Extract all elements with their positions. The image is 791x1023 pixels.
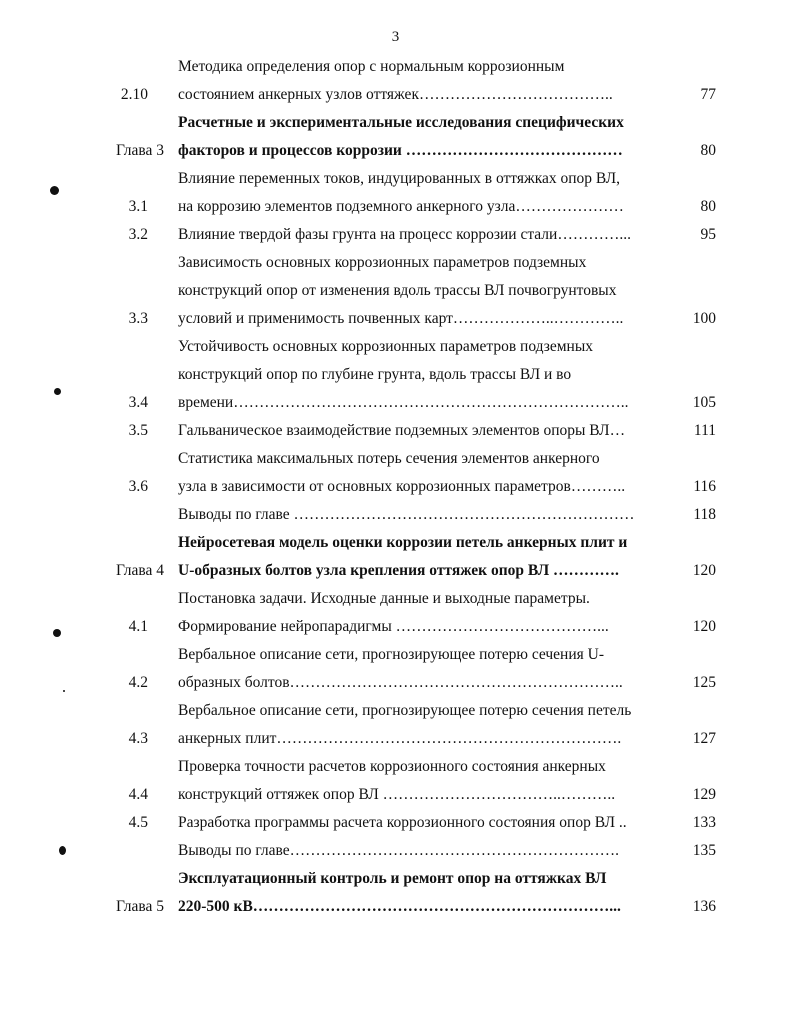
toc-entry	[0, 53, 791, 109]
toc-entry-title-line: Расчетные и экспериментальные исследования специфических	[178, 114, 624, 131]
toc-entry	[0, 529, 791, 585]
toc-entry-title-line: анкерных плит………………………………………………………….	[178, 730, 622, 747]
toc-entry-page: 120	[692, 562, 716, 579]
toc-entry-title-line: факторов и процессов коррозии ……………………………………	[178, 142, 623, 159]
toc-entry-number: Глава 4	[115, 562, 164, 579]
toc-entry-title-line: Выводы по главе …………………………………………………………	[178, 506, 635, 523]
scan-mark	[54, 388, 61, 395]
toc-entry	[0, 165, 791, 221]
toc-entry-title-line: Зависимость основных коррозионных параметров подземных	[178, 254, 587, 271]
toc-entry-title-line: времени…………………………………………………………………..	[178, 394, 629, 411]
toc-entry-title-line: Устойчивость основных коррозионных параметров подземных	[178, 338, 593, 355]
toc-entry-title-line: на коррозию элементов подземного анкерного узла…………………	[178, 198, 624, 215]
toc-entry-number: 3.3	[128, 310, 148, 327]
toc-entry-title-line: условий и применимость почвенных карт………………..…………..	[178, 310, 624, 327]
toc-entry-title	[178, 529, 656, 585]
toc-entry-number: 3.6	[128, 478, 148, 495]
toc-entry-title	[178, 585, 656, 641]
toc-entry-page: 118	[693, 506, 716, 523]
toc-entry-page: 80	[700, 198, 716, 215]
toc-entry-title	[178, 249, 656, 333]
table-of-contents	[0, 53, 791, 921]
toc-entry-number: Глава 3	[115, 142, 164, 159]
toc-entry-title	[178, 53, 656, 109]
toc-entry	[0, 697, 791, 753]
toc-entry-number: 4.1	[128, 618, 148, 635]
toc-entry-number: 3.4	[128, 394, 148, 411]
toc-entry	[0, 865, 791, 921]
toc-entry-title	[178, 809, 656, 837]
toc-entry-title-line: Влияние твердой фазы грунта на процесс коррозии стали…………...	[178, 226, 631, 243]
toc-entry-title-line: узла в зависимости от основных коррозионных параметров………..	[178, 478, 626, 495]
toc-entry-title	[178, 165, 656, 221]
toc-entry-title-line: Формирование нейропарадигмы …………………………………...	[178, 618, 609, 635]
toc-entry-title-line: Гальваническое взаимодействие подземных элементов опоры ВЛ…	[178, 422, 626, 439]
toc-entry-title	[178, 753, 656, 809]
toc-entry-title	[178, 501, 656, 529]
toc-entry	[0, 221, 791, 249]
toc-entry-page: 77	[700, 86, 716, 103]
scan-mark	[59, 846, 66, 855]
toc-entry-title	[178, 641, 656, 697]
toc-entry	[0, 837, 791, 865]
toc-entry-page: 135	[692, 842, 716, 859]
toc-entry-title-line: образных болтов………………………………………………………..	[178, 674, 623, 691]
toc-entry-page: 111	[693, 422, 716, 439]
toc-entry-title-line: Постановка задачи. Исходные данные и выходные параметры.	[178, 590, 590, 607]
toc-entry-title-line: Эксплуатационный контроль и ремонт опор на оттяжках ВЛ	[178, 870, 607, 887]
toc-entry	[0, 445, 791, 501]
toc-entry	[0, 501, 791, 529]
toc-entry	[0, 249, 791, 333]
toc-entry-page: 120	[692, 618, 716, 635]
toc-entry-number: 4.3	[128, 730, 148, 747]
toc-entry-number: Глава 5	[115, 898, 164, 915]
toc-entry-number: 4.4	[128, 786, 148, 803]
toc-entry	[0, 809, 791, 837]
toc-entry-title	[178, 837, 656, 865]
toc-entry-number: 3.1	[128, 198, 148, 215]
toc-entry-title-line: Вербальное описание сети, прогнозирующее потерю сечения U-	[178, 646, 605, 663]
toc-entry-title-line: конструкций оттяжек опор ВЛ ……………………………..………..	[178, 786, 616, 803]
toc-entry-title-line: состоянием анкерных узлов оттяжек………………………………..	[178, 86, 613, 103]
toc-entry-number: 4.5	[128, 814, 148, 831]
scan-mark	[63, 690, 65, 692]
toc-entry	[0, 417, 791, 445]
toc-entry-title-line: Разработка программы расчета коррозионного состояния опор ВЛ ..	[178, 814, 627, 831]
toc-entry-title-line: Нейросетевая модель оценки коррозии петель анкерных плит и	[178, 534, 628, 551]
toc-entry-number: 2.10	[120, 86, 148, 103]
toc-entry-title-line: Выводы по главе……………………………………………………….	[178, 842, 620, 859]
toc-entry-page: 95	[700, 226, 716, 243]
toc-entry	[0, 753, 791, 809]
toc-entry-page: 125	[692, 674, 716, 691]
toc-entry-title	[178, 109, 656, 165]
toc-entry-number: 3.2	[128, 226, 148, 243]
toc-entry-page: 116	[693, 478, 716, 495]
toc-entry	[0, 333, 791, 417]
toc-entry-number: 3.5	[128, 422, 148, 439]
toc-entry-title	[178, 445, 656, 501]
toc-entry	[0, 641, 791, 697]
toc-entry-title	[178, 333, 656, 417]
toc-entry-page: 127	[692, 730, 716, 747]
toc-entry-page: 129	[692, 786, 716, 803]
toc-entry-page: 80	[700, 142, 716, 159]
page-number: 3	[391, 29, 400, 45]
toc-entry	[0, 585, 791, 641]
toc-entry-title-line: 220-500 кВ……………………………………………………………...	[178, 898, 621, 915]
toc-entry-title	[178, 417, 656, 445]
toc-entry-title-line: конструкций опор по глубине грунта, вдоль трассы ВЛ и во	[178, 366, 572, 383]
toc-entry-title-line: Проверка точности расчетов коррозионного состояния анкерных	[178, 758, 606, 775]
toc-entry-page: 133	[692, 814, 716, 831]
toc-entry-title-line: Статистика максимальных потерь сечения элементов анкерного	[178, 450, 600, 467]
toc-entry-title-line: конструкций опор от изменения вдоль трассы ВЛ почвогрунтовых	[178, 282, 617, 299]
toc-entry-title-line: Вербальное описание сети, прогнозирующее потерю сечения петель	[178, 702, 632, 719]
scan-mark	[53, 629, 61, 637]
toc-entry-title-line: U-образных болтов узла крепления оттяжек опор ВЛ ………….	[178, 562, 619, 579]
toc-entry-title	[178, 221, 656, 249]
toc-entry-page: 136	[692, 898, 716, 915]
toc-entry-page: 105	[692, 394, 716, 411]
toc-entry-title-line: Методика определения опор с нормальным коррозионным	[178, 58, 565, 75]
toc-entry-title-line: Влияние переменных токов, индуцированных в оттяжках опор ВЛ,	[178, 170, 621, 187]
toc-entry	[0, 109, 791, 165]
scan-mark	[50, 186, 59, 195]
toc-entry-number: 4.2	[128, 674, 148, 691]
toc-entry-title	[178, 865, 656, 921]
toc-entry-page: 100	[692, 310, 716, 327]
toc-entry-title	[178, 697, 656, 753]
